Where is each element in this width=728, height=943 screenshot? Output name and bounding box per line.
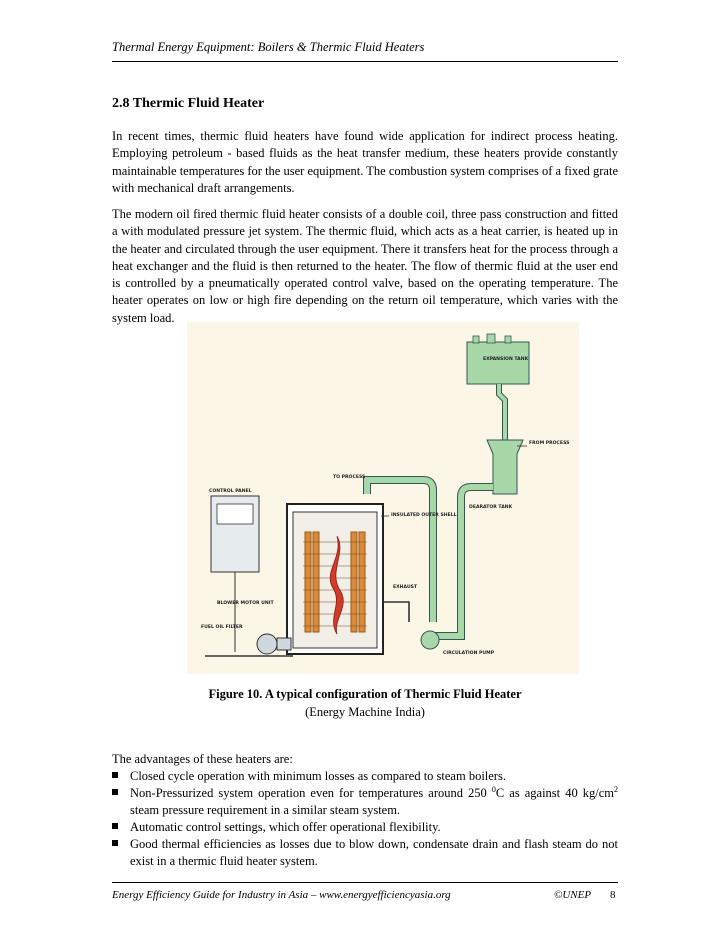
heater-illustration	[187, 322, 579, 674]
label-fuel-oil-filter: FUEL OIL FILTER	[201, 625, 243, 630]
advantages-intro: The advantages of these heaters are:	[112, 752, 293, 766]
bullet-icon	[112, 840, 118, 846]
paragraph-intro: In recent times, thermic fluid heaters have found wide application for indirect process heating. Employing petroleum - based fluids as the heat transfer medium, these heaters provide constantly maintainable temperatures for the user equipment. The combustion system comprises of a fixed grate with mechanical draft arrangements.	[112, 129, 618, 195]
bullet-icon	[112, 789, 118, 795]
figure-caption: Figure 10. A typical configuration of Thermic Fluid Heater	[208, 687, 522, 701]
footer-source: Energy Efficiency Guide for Industry in Asia – www.energyefficiencyasia.org	[112, 889, 451, 901]
advantages-list	[112, 768, 618, 870]
list-item: Good thermal efficiencies as losses due to blow down, condensate drain and flash steam do not exist in a thermic fluid heater system.	[112, 836, 618, 870]
page-number: 8	[610, 889, 616, 901]
label-blower-motor-unit: BLOWER MOTOR UNIT	[217, 601, 274, 606]
list-item: Non-Pressurized system operation even for temperatures around 250 $^0$C as against 40 $kg/cm^2$ steam pressure requirement in a similar steam system.	[112, 785, 618, 819]
circulation-pump-shape	[421, 631, 439, 649]
label-circulation-pump: CIRCULATION PUMP	[443, 651, 495, 656]
label-deaerator-tank: DEARATOR TANK	[469, 505, 513, 510]
label-from-process: FROM PROCESS	[529, 441, 570, 446]
expansion-tank-shape	[467, 342, 529, 384]
running-header: Thermal Energy Equipment: Boilers & Thermic Fluid Heaters	[112, 40, 618, 62]
list-item: Automatic control settings, which offer operational flexibility.	[112, 819, 618, 836]
bullet-icon	[112, 772, 118, 778]
thermic-fluid-heater-diagram	[187, 322, 579, 674]
label-expansion-tank: EXPANSION TANK	[483, 357, 529, 362]
blower-motor-shape	[257, 634, 277, 654]
footer-copyright: ©UNEP	[554, 889, 592, 901]
label-control-panel: CONTROL PANEL	[209, 489, 252, 494]
bullet-icon	[112, 823, 118, 829]
label-insulated-outer-shell: INSULATED OUTER SHELL	[391, 513, 457, 518]
label-exhaust: EXHAUST	[393, 585, 418, 590]
label-to-process: TO PROCESS	[333, 475, 366, 480]
page-footer	[112, 882, 618, 901]
figure-source: (Energy Machine India)	[305, 705, 425, 719]
paragraph-construction: The modern oil fired thermic fluid heater consists of a double coil, three pass construction and fitted a with modulated pressure jet system. The thermic fluid, which acts as a heat carrier, is heated up in the heater and circulated through the user equipment. There it transfers heat for the process through a heat exchanger and the fluid is then returned to the heater. The flow of thermic fluid at the user end is controlled by a pneumatically operated control valve, based on the operating temperature. The heater operates on low or high fire depending on the return oil temperature, which varies with the system load.	[112, 207, 618, 325]
section-title: 2.8 Thermic Fluid Heater	[112, 96, 265, 111]
list-item: Closed cycle operation with minimum losses as compared to steam boilers.	[112, 768, 618, 785]
